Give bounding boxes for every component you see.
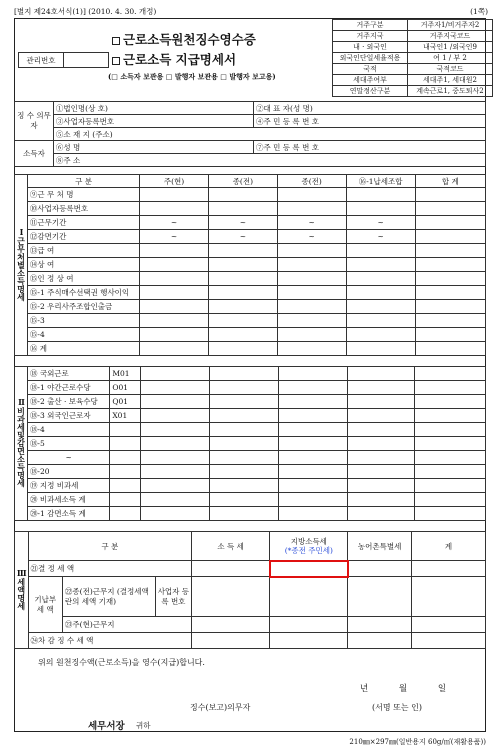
sec2-code: M01 [110, 367, 140, 381]
sec1-cell[interactable] [415, 202, 485, 216]
sec2-cell[interactable] [140, 423, 209, 437]
sec2-row-label: ⑱-20 [27, 465, 109, 479]
sec2-cell[interactable] [278, 465, 347, 479]
sec1-row-label: ⑮-3 [27, 314, 139, 328]
sec3-col-2: 지방소득세 (*종전 주민세) [270, 532, 348, 561]
sec1-cell[interactable] [346, 202, 415, 216]
paper-spec: 210㎜×297㎜(일반용지 60g/㎡(재활용품)) [349, 738, 486, 746]
sec2-row-label: ⑱-4 [27, 423, 109, 437]
sec3-c-4[interactable] [411, 633, 485, 649]
info-cell: 거주자1/비거주자2 [408, 20, 493, 31]
form-number: [별지 제24호서식(1)] (2010. 4. 30. 개정) [14, 7, 157, 16]
sec2-cell[interactable] [347, 437, 414, 451]
info-cell: 외국인단일세율적용 [333, 53, 408, 64]
sec3-b1-1[interactable] [192, 577, 270, 617]
sec2-code [110, 493, 140, 507]
footer-statement: 위의 원천징수액(근로소득)을 영수(지급)합니다. [38, 658, 205, 667]
sec1-cell[interactable] [140, 342, 209, 356]
sec3-a-4[interactable] [411, 561, 485, 577]
sec1-cell[interactable] [415, 230, 485, 244]
sec2-cell[interactable] [140, 381, 209, 395]
info-cell: 국적코드 [408, 64, 493, 75]
sec3-row-b2: ㉓주(현)근무지 [62, 617, 191, 633]
sec3-c-3[interactable] [348, 633, 412, 649]
sec1-col-0: 구 분 [27, 175, 139, 188]
sec1-row-label: ⑬급 여 [27, 244, 139, 258]
sec3-b2-1[interactable] [192, 617, 270, 633]
info-cell: 거주구분 [333, 20, 408, 31]
sec1-col-1: 주(현) [140, 175, 209, 188]
sec1-col-3: 종(전) [277, 175, 346, 188]
earner-group: 소득자 [15, 141, 54, 167]
sec2-cell[interactable] [278, 451, 347, 465]
sec2-code [110, 451, 140, 465]
sec1-cell[interactable] [277, 272, 346, 286]
sec3-row-c: ㉔차 감 징 수 세 액 [28, 633, 192, 649]
sec2-cell[interactable] [347, 465, 414, 479]
sec2-cell[interactable] [140, 451, 209, 465]
sec1-row-label: ⑪근무기간 [27, 216, 139, 230]
sec1-cell[interactable] [346, 188, 415, 202]
sec1-cell[interactable] [208, 188, 277, 202]
sec2-cell[interactable] [347, 381, 414, 395]
sec1-cell[interactable]: ~ [346, 216, 415, 230]
sec1-label: Ⅰ근무처별소득명세 [16, 226, 27, 301]
sec2-cell[interactable] [278, 507, 347, 521]
sec3-col-0: 구 분 [28, 532, 192, 561]
sec2-cell[interactable] [415, 409, 486, 423]
info-box [332, 19, 493, 97]
sec1-cell[interactable]: ~ [140, 230, 209, 244]
sec1-cell[interactable]: ~ [140, 216, 209, 230]
payer-group: 징 수 의무자 [15, 102, 54, 141]
sec1-cell[interactable] [415, 286, 485, 300]
sec2-cell[interactable] [140, 367, 209, 381]
earner-rrn[interactable]: ⑦주 민 등 록 번 호 [254, 141, 486, 154]
sec1-cell[interactable] [415, 314, 485, 328]
sec3-c-1[interactable] [192, 633, 270, 649]
sec2-row-label: ⑳ 비과세소득 계 [27, 493, 109, 507]
info-cell: 세대주1, 세대원2 [408, 75, 493, 86]
sec1-cell[interactable] [346, 244, 415, 258]
info-cell: 내국인1 /외국인9 [408, 42, 493, 53]
sec3-row-b1: ㉒종(전)근무지 (결정세액란의 세액 기재) [62, 577, 155, 617]
sec2-cell[interactable] [347, 423, 414, 437]
sec2-row-label: ⑲ 지정 비과세 [27, 479, 109, 493]
mgmt-no-box [18, 52, 109, 68]
title-line2: 근로소득 지급명세서 [112, 50, 236, 68]
sec1-cell[interactable] [208, 272, 277, 286]
sec2-cell[interactable] [140, 409, 209, 423]
sec1-cell[interactable] [277, 202, 346, 216]
info-cell: 계속근로1, 중도퇴사2 [408, 86, 493, 97]
sec2-cell[interactable] [415, 395, 486, 409]
sec2-cell[interactable] [209, 437, 278, 451]
sec2-row-label: ⑱ 국외근로 [27, 367, 109, 381]
sec2-cell[interactable] [347, 409, 414, 423]
sec1-cell[interactable] [346, 328, 415, 342]
sec1-col-4: ⑯-1납세조합 [346, 175, 415, 188]
sec3-b2-2[interactable] [270, 617, 348, 633]
sec2-code: O01 [110, 381, 140, 395]
sec2-cell[interactable] [209, 381, 278, 395]
sec2-code [110, 465, 140, 479]
sec2-cell[interactable] [415, 367, 486, 381]
sec1-row-label: ⑭상 여 [27, 258, 139, 272]
sec1-cell[interactable] [208, 244, 277, 258]
sec2-row-label: ⑱-2 출산 · 보육수당 [27, 395, 109, 409]
sec1-cell[interactable] [346, 342, 415, 356]
sec3-col-4: 계 [411, 532, 485, 561]
sec2-cell[interactable] [415, 493, 486, 507]
sec2-cell[interactable] [415, 507, 486, 521]
info-cell: 연말정산구분 [333, 86, 408, 97]
sec3-b2-4[interactable] [411, 617, 485, 633]
sec2-cell[interactable] [347, 451, 414, 465]
sec3-b2-3[interactable] [348, 617, 412, 633]
sec1-cell[interactable] [277, 188, 346, 202]
sec1-row-label: ⑮인 정 상 여 [27, 272, 139, 286]
sec1-row-label: ⑫감면기간 [27, 230, 139, 244]
sec2-cell[interactable] [140, 395, 209, 409]
sec2-cell[interactable] [347, 507, 414, 521]
sec3-b1-2[interactable] [270, 577, 348, 617]
sec2-cell[interactable] [209, 493, 278, 507]
sec2-cell[interactable] [347, 395, 414, 409]
sec2-cell[interactable] [140, 437, 209, 451]
sec2-cell[interactable] [278, 395, 347, 409]
sec2-cell[interactable] [415, 381, 486, 395]
sec1-col-5: 합 계 [415, 175, 485, 188]
sec3-b1-4[interactable] [411, 577, 485, 617]
sec1-cell[interactable] [277, 328, 346, 342]
sec2-row-label: ~ [27, 451, 109, 465]
sec1-cell[interactable] [208, 328, 277, 342]
sec2-cell[interactable] [347, 367, 414, 381]
info-cell: 국적 [333, 64, 408, 75]
footer-office: 세무서장 [88, 721, 125, 732]
sec2-cell[interactable] [209, 423, 278, 437]
sec1-cell[interactable]: ~ [346, 230, 415, 244]
sec1-cell[interactable] [415, 328, 485, 342]
sec3-label: Ⅲ세액명세 [16, 567, 27, 610]
sec2-cell[interactable] [209, 395, 278, 409]
sec1-row-label: ⑮-1 주식매수선택권 행사이익 [27, 286, 139, 300]
section-3 [14, 531, 486, 649]
sec2-cell[interactable] [278, 367, 347, 381]
sec3-b1-side: 사업자 등록 번호 [155, 577, 191, 617]
sec1-cell[interactable] [277, 244, 346, 258]
earner-name[interactable]: ⑥성 명 [53, 141, 253, 154]
sec1-row-label: ⑯ 계 [27, 342, 139, 356]
sec1-cell[interactable] [140, 286, 209, 300]
sec1-cell[interactable]: ~ [208, 230, 277, 244]
sec2-cell[interactable] [140, 493, 209, 507]
sec1-cell[interactable] [346, 258, 415, 272]
checkbox-icon[interactable] [112, 57, 120, 65]
sec2-row-label: ⑱-3 외국인근로자 [27, 409, 109, 423]
sec2-cell[interactable] [415, 479, 486, 493]
sec2-cell[interactable] [415, 423, 486, 437]
sec2-cell[interactable] [209, 409, 278, 423]
sec1-cell[interactable] [415, 258, 485, 272]
sec2-cell[interactable] [278, 493, 347, 507]
info-cell: 여 1 / 부 2 [408, 53, 493, 64]
sec1-cell[interactable] [140, 314, 209, 328]
payer-name[interactable]: ①법인명(상 호) [53, 102, 253, 115]
title-sub: (□ 소득자 보관용 □ 발행자 보관용 □ 발행자 보고용) [108, 72, 276, 81]
sec1-cell[interactable] [346, 300, 415, 314]
sec1-cell[interactable] [140, 300, 209, 314]
sec2-cell[interactable] [347, 479, 414, 493]
sec3-row-a: ㉑결 정 세 액 [28, 561, 192, 577]
sec1-row-label: ⑨근 무 처 명 [27, 188, 139, 202]
info-cell: 거주지국코드 [408, 31, 493, 42]
sec3-col-3: 농어촌특별세 [348, 532, 412, 561]
form-header [14, 6, 488, 17]
sec1-cell[interactable] [415, 300, 485, 314]
info-cell: 내 · 외국인 [333, 42, 408, 53]
sec2-cell[interactable] [209, 451, 278, 465]
sec2-row-label: ⑱-5 [27, 437, 109, 451]
footer-office-suffix: 귀하 [136, 721, 151, 730]
sec1-cell[interactable] [277, 342, 346, 356]
sec1-cell[interactable] [346, 286, 415, 300]
sec1-cell[interactable] [140, 258, 209, 272]
sec1-cell[interactable] [208, 300, 277, 314]
sec1-cell[interactable] [277, 286, 346, 300]
section-1 [14, 174, 486, 356]
sec3-c-2[interactable] [270, 633, 348, 649]
checkbox-icon[interactable] [112, 37, 120, 45]
footer-payer: 징수(보고)의무자 [190, 703, 251, 712]
sec1-row-label: ⑩사업자등록번호 [27, 202, 139, 216]
payer-bizno[interactable]: ③사업자등록번호 [53, 115, 253, 128]
sec3-a-1[interactable] [192, 561, 270, 577]
sec1-cell[interactable] [208, 314, 277, 328]
sec1-col-2: 종(전) [208, 175, 277, 188]
sec2-cell[interactable] [347, 493, 414, 507]
sec2-cell[interactable] [209, 367, 278, 381]
sec1-cell[interactable] [140, 244, 209, 258]
payer-rep[interactable]: ②대 표 자(성 명) [254, 102, 486, 115]
sec3-b-group: 기납부 세 액 [28, 577, 62, 633]
sec1-cell[interactable] [208, 258, 277, 272]
sec2-cell[interactable] [415, 451, 486, 465]
sec2-code: Q01 [110, 395, 140, 409]
sec3-col-1: 소 득 세 [192, 532, 270, 561]
sec2-cell[interactable] [278, 479, 347, 493]
sec1-cell[interactable] [140, 328, 209, 342]
sec1-cell[interactable] [415, 342, 485, 356]
sec2-row-label: ⑱-1 야간근로수당 [27, 381, 109, 395]
sec1-row-label: ⑮-2 우리사주조합인출금 [27, 300, 139, 314]
payer-address[interactable]: ⑤소 재 지 (주소) [53, 128, 485, 141]
sec3-a-2[interactable] [270, 561, 348, 577]
sec1-cell[interactable] [415, 188, 485, 202]
footer-date: 년 월 일 [360, 684, 461, 694]
payer-earner [14, 101, 486, 167]
sec1-cell[interactable] [140, 272, 209, 286]
sec2-code: X01 [110, 409, 140, 423]
sec1-cell[interactable] [140, 202, 209, 216]
payer-rrn[interactable]: ④주 민 등 록 번 호 [254, 115, 486, 128]
sec2-cell[interactable] [278, 381, 347, 395]
sec1-cell[interactable] [277, 300, 346, 314]
sec1-cell[interactable] [140, 188, 209, 202]
sec1-cell[interactable] [415, 272, 485, 286]
sec1-cell[interactable] [208, 202, 277, 216]
sec2-code [110, 423, 140, 437]
footer-sign: (서명 또는 인) [372, 703, 422, 712]
sec2-cell[interactable] [415, 437, 486, 451]
sec1-cell[interactable]: ~ [277, 230, 346, 244]
sec1-row-label: ⑮-4 [27, 328, 139, 342]
sec3-b1-3[interactable] [348, 577, 412, 617]
earner-address[interactable]: ⑧주 소 [53, 154, 485, 167]
sec2-code [110, 437, 140, 451]
sec1-cell[interactable] [208, 342, 277, 356]
sec2-cell[interactable] [140, 479, 209, 493]
sec3-a-3[interactable] [348, 561, 412, 577]
info-cell: 세대주여부 [333, 75, 408, 86]
sec1-cell[interactable] [415, 216, 485, 230]
sec1-cell[interactable]: ~ [208, 216, 277, 230]
sec2-cell[interactable] [140, 507, 209, 521]
sec1-cell[interactable] [277, 314, 346, 328]
sec1-cell[interactable] [346, 314, 415, 328]
sec2-cell[interactable] [209, 465, 278, 479]
title-line1: 근로소득원천징수영수증 [112, 30, 256, 48]
sec2-cell[interactable] [278, 437, 347, 451]
sec1-cell[interactable] [208, 286, 277, 300]
sec1-cell[interactable] [277, 258, 346, 272]
section-2 [14, 366, 486, 521]
sec2-code [110, 507, 140, 521]
sec2-cell[interactable] [209, 507, 278, 521]
sec1-cell[interactable] [346, 272, 415, 286]
sec2-cell[interactable] [278, 409, 347, 423]
sec1-cell[interactable]: ~ [277, 216, 346, 230]
mgmt-no-label: 관리번호 [19, 53, 64, 68]
sec2-cell[interactable] [278, 423, 347, 437]
sec2-label: Ⅱ비과세및감면소득명세 [16, 397, 27, 487]
sec2-row-label: ⑳-1 감면소득 계 [27, 507, 109, 521]
sec1-cell[interactable] [415, 244, 485, 258]
sec2-cell[interactable] [415, 465, 486, 479]
sec3-note: (*종전 주민세) [284, 545, 333, 555]
sec2-cell[interactable] [209, 479, 278, 493]
sec2-code [110, 479, 140, 493]
sec2-cell[interactable] [140, 465, 209, 479]
page-number: (1쪽) [470, 7, 488, 16]
info-cell: 거주지국 [333, 31, 408, 42]
